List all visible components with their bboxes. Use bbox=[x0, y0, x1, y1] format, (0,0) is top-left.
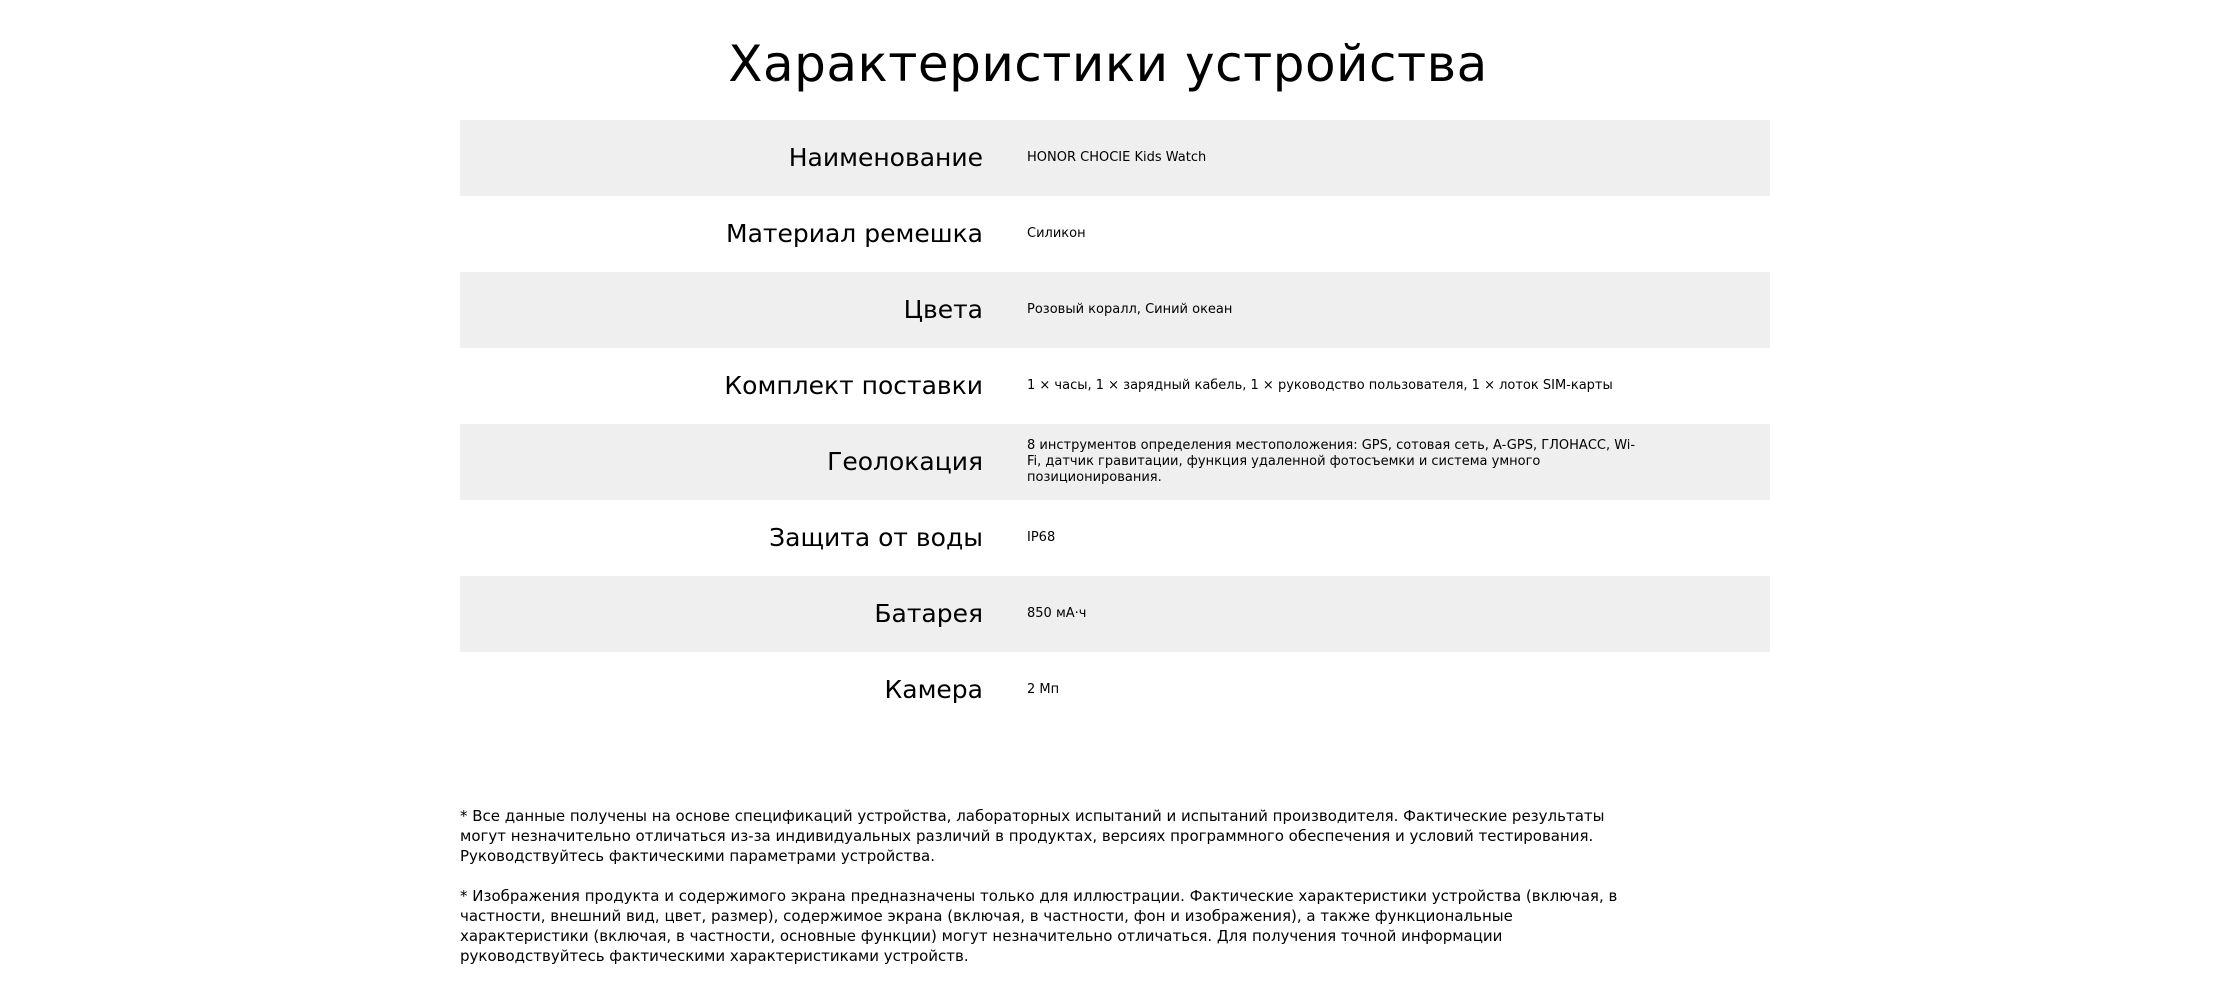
spec-value: Розовый коралл, Синий океан bbox=[1027, 302, 1233, 317]
spec-row-name bbox=[460, 120, 1770, 196]
spec-label: Комплект поставки bbox=[724, 371, 983, 400]
spec-value: Силикон bbox=[1027, 226, 1086, 241]
spec-row-battery bbox=[460, 576, 1770, 652]
spec-row-water-protection bbox=[460, 500, 1770, 576]
spec-value: IP68 bbox=[1027, 530, 1056, 545]
spec-row-package-contents bbox=[460, 348, 1770, 424]
disclaimer-image-note: * Изображения продукта и содержимого экрана предназначены только для иллюстрации. Фактические характеристики устройства (включая, в частности, внешний вид, цвет, размер), содержимое экрана (включая, в частности, фон и изображения), а также функциональные характеристики (включая, в частности, основные функции) могут незначительно отличаться. Для получения точной информации руководствуйтесь фактическими характеристиками устройств. bbox=[460, 887, 1618, 965]
spec-label: Цвета bbox=[903, 295, 983, 324]
spec-value: 1 × часы, 1 × зарядный кабель, 1 × руководство пользователя, 1 × лоток SIM-карты bbox=[1027, 378, 1613, 393]
spec-table bbox=[460, 120, 1770, 728]
spec-label: Наименование bbox=[788, 143, 983, 172]
spec-value: 850 мА·ч bbox=[1027, 606, 1087, 621]
spec-row-camera bbox=[460, 652, 1770, 728]
spec-value: 8 инструментов определения местоположения: GPS, сотовая сеть, A-GPS, ГЛОНАСС, Wi-Fi, датчик гравитации, функция удаленной фотосъемки и система умного позиционирования. bbox=[1027, 438, 1636, 485]
spec-row-strap-material bbox=[460, 196, 1770, 272]
spec-label: Геолокация bbox=[827, 447, 983, 476]
spec-label: Защита от воды bbox=[769, 523, 983, 552]
spec-label: Камера bbox=[884, 675, 983, 704]
spec-row-geolocation bbox=[460, 424, 1770, 500]
disclaimer-notes bbox=[460, 806, 1640, 986]
spec-label: Материал ремешка bbox=[726, 219, 983, 248]
page-title: Характеристики устройства bbox=[728, 34, 1488, 93]
spec-value: 2 Мп bbox=[1027, 682, 1060, 697]
spec-value: HONOR CHOCIE Kids Watch bbox=[1027, 150, 1207, 165]
spec-label: Батарея bbox=[874, 599, 983, 628]
spec-row-colors bbox=[460, 272, 1770, 348]
disclaimer-data-note: * Все данные получены на основе спецификаций устройства, лабораторных испытаний и испытаний производителя. Фактические результаты могут незначительно отличаться из-за индивидуальных различий в продуктах, версиях программного обеспечения и условий тестирования. Руководствуйтесь фактическими параметрами устройства. bbox=[460, 807, 1605, 865]
